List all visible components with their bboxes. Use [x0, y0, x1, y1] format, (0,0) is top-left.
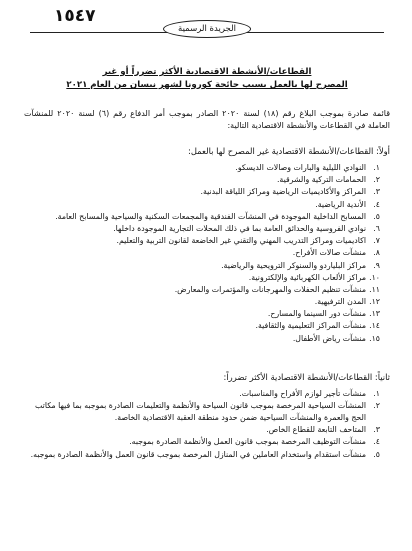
- list-item: [24, 272, 380, 284]
- list-item: [24, 284, 380, 296]
- gazette-name-badge: الجريدة الرسمية: [163, 20, 251, 38]
- item-number: ٣.: [373, 187, 380, 197]
- item-text: المتاحف التابعة للقطاع الخاص.: [266, 425, 366, 435]
- list-item: [24, 308, 380, 320]
- section-1-heading: أولاً: القطاعات/الأنشطة الاقتصادية غير المصرح لها بالعمل:: [188, 146, 390, 156]
- section-2-heading: ثانياً: القطاعات/الأنشطة الاقتصادية الأكثر تضرراً:: [223, 372, 390, 383]
- list-item: [24, 174, 380, 186]
- list-item: [24, 333, 380, 345]
- list-item: [24, 247, 380, 259]
- item-text: منشآت تأجير لوازم الأفراح والمناسبات.: [239, 389, 366, 399]
- item-text: منشآت رياض الأطفال.: [292, 333, 366, 343]
- item-text: المسابح الداخلية الموجودة في المنشآت الفندقية والمجمعات السكنية والسياحية والمسابح العامة.: [55, 211, 366, 221]
- page-number: ١٥٤٧: [54, 6, 96, 26]
- item-number: ٤.: [373, 437, 380, 447]
- list-item: [24, 388, 380, 400]
- item-number: ٢.: [373, 175, 380, 185]
- item-text: منشآت التوظيف المرخصة بموجب قانون العمل والأنظمة الصادرة بموجبه.: [129, 437, 366, 447]
- item-number: ٥.: [373, 211, 380, 221]
- item-text: النوادي الليلية والبارات وصالات الديسكو.: [235, 163, 366, 172]
- list-item: [24, 400, 380, 423]
- item-text: نوادي الفروسية والحدائق العامة بما في ذلك المحلات التجارية الموجودة داخلها.: [113, 223, 366, 233]
- item-number: ١.: [373, 163, 380, 172]
- list-item: [24, 162, 380, 174]
- list-item: [24, 449, 380, 461]
- list-item: [24, 296, 380, 308]
- item-number: ١.: [373, 389, 380, 399]
- item-text: الأندية الرياضية.: [315, 199, 366, 209]
- item-text: المراكز والأكاديميات الرياضية ومراكز اللياقة البدنية.: [200, 187, 366, 197]
- item-number: ٩.: [373, 260, 380, 270]
- item-number: ٤.: [373, 199, 380, 209]
- item-number: ٦.: [373, 223, 380, 233]
- section-1-list: [24, 162, 390, 344]
- item-text: اكاديميات ومراكز التدريب المهني والتقني غير الخاضعة لقانون التربية والتعليم.: [116, 236, 366, 246]
- title-line-2: المصرح لها بالعمل بسبب جائحة كورونا لشهر نيسان من العام ٢٠٢١: [66, 80, 348, 90]
- item-text: منشآت استقدام واستخدام العاملين في المنازل المرخصة بموجب قانون العمل والأنظمة الصادرة بموجبه.: [30, 449, 366, 459]
- item-number: ١٥.: [369, 333, 380, 343]
- item-number: ١١.: [369, 284, 380, 294]
- item-number: ٨.: [373, 248, 380, 258]
- item-text: المدن الترفيهية.: [314, 297, 366, 307]
- item-number: ٧.: [373, 236, 380, 246]
- title-line-1: القطاعات/الأنشطة الاقتصادية الأكثر تضرراً أو غير: [102, 67, 312, 77]
- item-text: المنشآت السياحية المرخصة بموجب قانون السياحة والأنظمة والتعليمات الصادرة بموجبه بما فيها مكاتب الحج والعمرة والمنشآت السياحية ضمن حدود منطقة العقبة الاقتصادية الخاصة.: [35, 401, 366, 422]
- item-number: ١٠.: [369, 272, 380, 282]
- list-item: [24, 211, 380, 223]
- item-text: منشآت المراكز التعليمية والثقافية.: [255, 321, 366, 331]
- list-item: [24, 186, 380, 198]
- item-number: ١٤.: [369, 321, 380, 331]
- intro-paragraph: قائمة صادرة بموجب البلاغ رقم (١٨) لسنة ٢٠٢٠ الصادر بموجب أمر الدفاع رقم (٦) لسنة ٢٠٢٠ للمنشآت العاملة في القطاعات والأنشطة الاقتصادية التالية:: [24, 109, 391, 130]
- list-item: [24, 235, 380, 247]
- list-item: [24, 320, 380, 332]
- list-item: [24, 424, 380, 436]
- list-item: [24, 436, 380, 448]
- list-item: [24, 223, 380, 235]
- list-item: [24, 260, 380, 272]
- item-number: ٥.: [373, 449, 380, 459]
- page-header: [24, 0, 390, 52]
- item-text: منشآت صالات الأفراح.: [292, 248, 366, 258]
- item-text: الحمامات التركية والشرقية.: [276, 175, 366, 185]
- section-2-list: [24, 388, 390, 460]
- item-number: ١٣.: [369, 309, 380, 319]
- item-number: ٢.: [373, 401, 380, 411]
- item-text: مراكز الألعاب الكهربائية والإلكترونية.: [248, 272, 366, 282]
- document-title: [24, 66, 390, 92]
- item-number: ٣.: [373, 425, 380, 435]
- item-text: منشآت تنظيم الحفلات والمهرجانات والمؤتمرات والمعارض.: [174, 284, 366, 294]
- item-number: ١٢.: [369, 297, 380, 307]
- item-text: مراكز البلياردو والسنوكر الترويحية والرياضية.: [221, 260, 366, 270]
- item-text: منشآت دور السينما والمسارح.: [267, 309, 366, 319]
- list-item: [24, 199, 380, 211]
